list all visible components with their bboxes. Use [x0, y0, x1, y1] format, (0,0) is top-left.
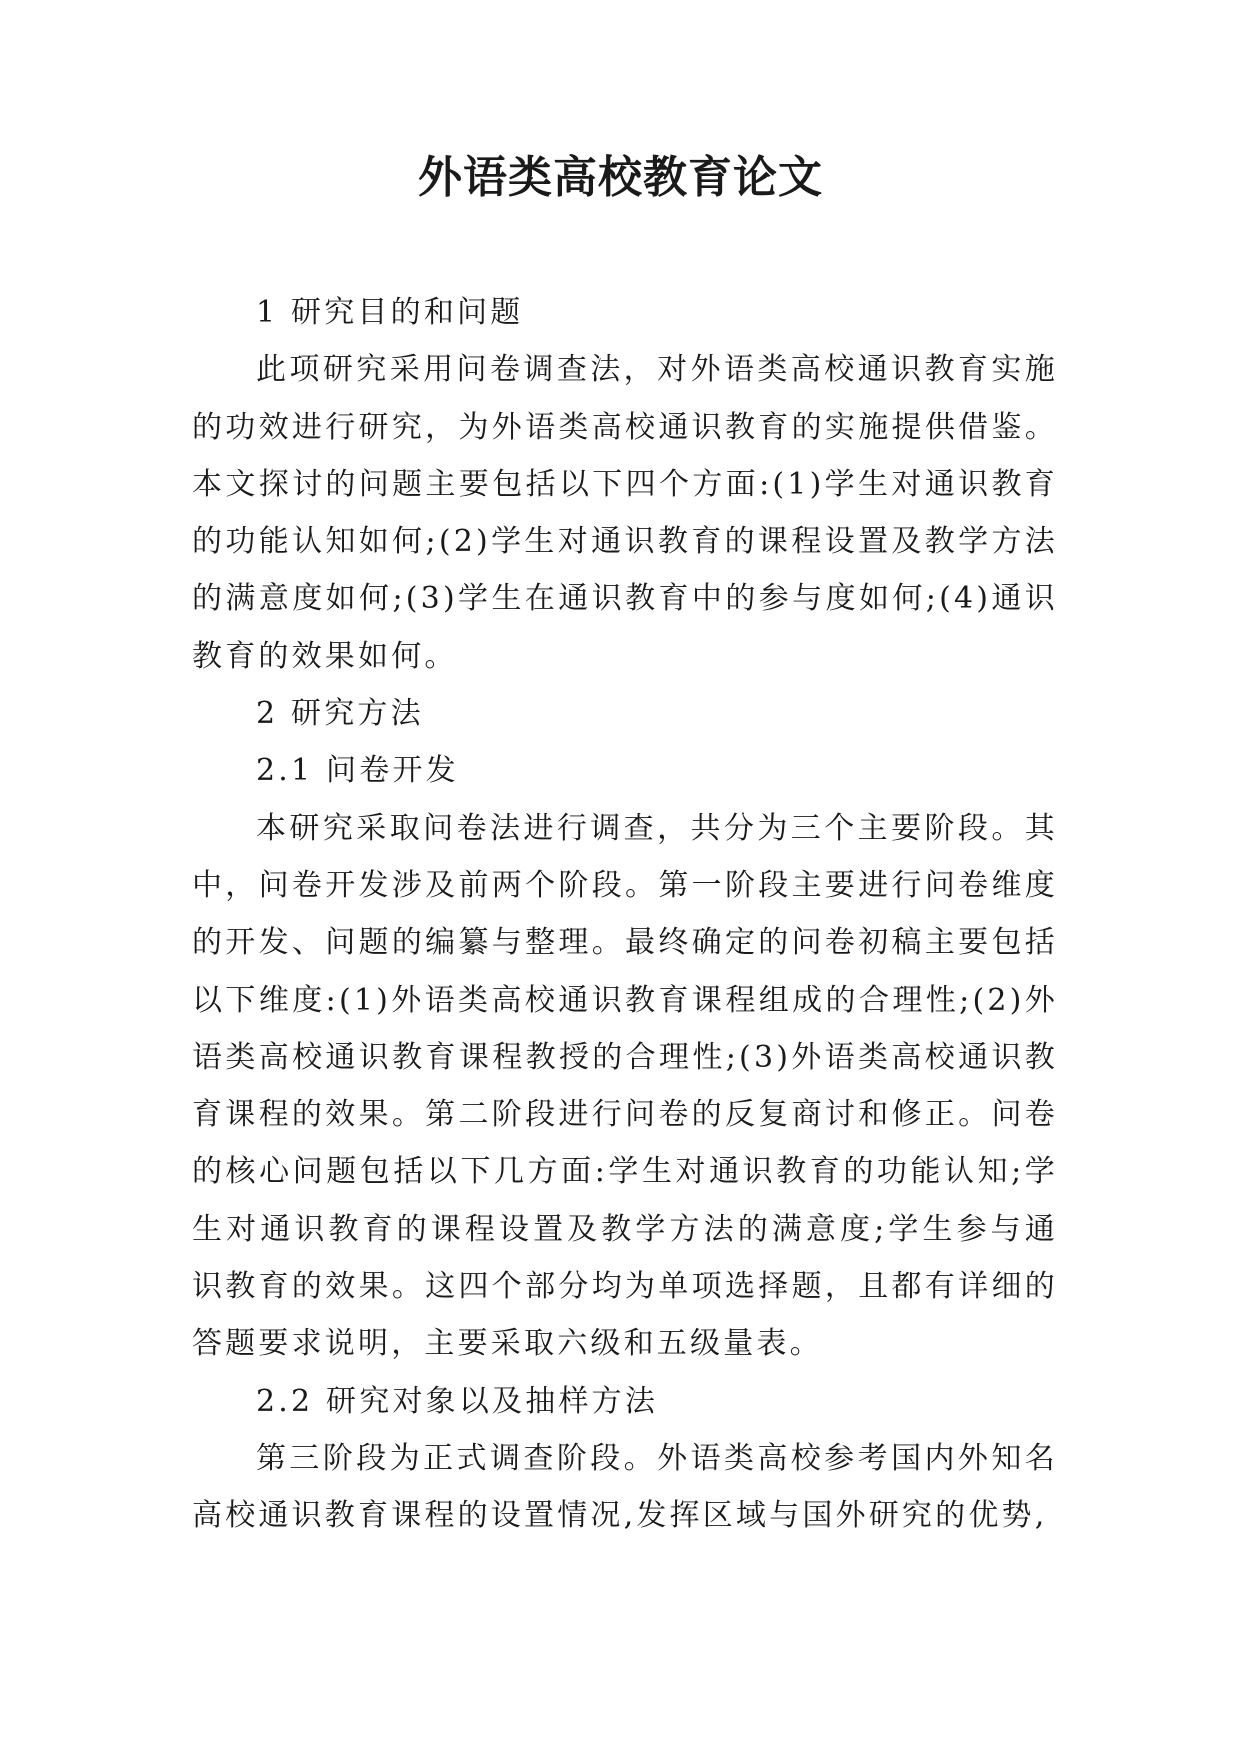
paragraph-questionnaire-development: 本研究采取问卷法进行调查，共分为三个主要阶段。其中，问卷开发涉及前两个阶段。第一阶段主要进行问卷维度的开发、问题的编纂与整理。最终确定的问卷初稿主要包括以下维度:(1)外语类高校通识教育课程组成的合理性;(2)外语类高校通识教育课程教授的合理性;(3)外语类高校通识教育课程的效果。第二阶段进行问卷的反复商讨和修正。问卷的核心问题包括以下几方面:学生对通识教育的功能认知;学生对通识教育的课程设置及教学方法的满意度;学生参与通识教育的效果。这四个部分均为单项选择题，且都有详细的答题要求说明，主要采取六级和五级量表。: [192, 810, 1058, 1362]
section-heading-1: 1 研究目的和问题: [256, 295, 524, 330]
section-heading-2: 2 研究方法: [256, 696, 424, 732]
document-body: [192, 284, 1058, 1545]
subsection-heading-2-1: 2.1 问卷开发: [256, 753, 459, 789]
paragraph-research-purpose: 此项研究采用问卷调查法，对外语类高校通识教育实施的功效进行研究，为外语类高校通识教育的实施提供借鉴。本文探讨的问题主要包括以下四个方面:(1)学生对通识教育的功能认知如何;(2)学生对通识教育的课程设置及教学方法的满意度如何;(3)学生在通识教育中的参与度如何;(4)通识教育的效果如何。: [192, 352, 1058, 674]
subsection-heading-2-2: 2.2 研究对象以及抽样方法: [256, 1383, 659, 1419]
paragraph-research-subjects: 第三阶段为正式调查阶段。外语类高校参考国内外知名高校通识教育课程的设置情况,发挥区域与国外研究的优势,: [192, 1440, 1058, 1534]
document-title: 外语类高校教育论文: [418, 152, 823, 203]
